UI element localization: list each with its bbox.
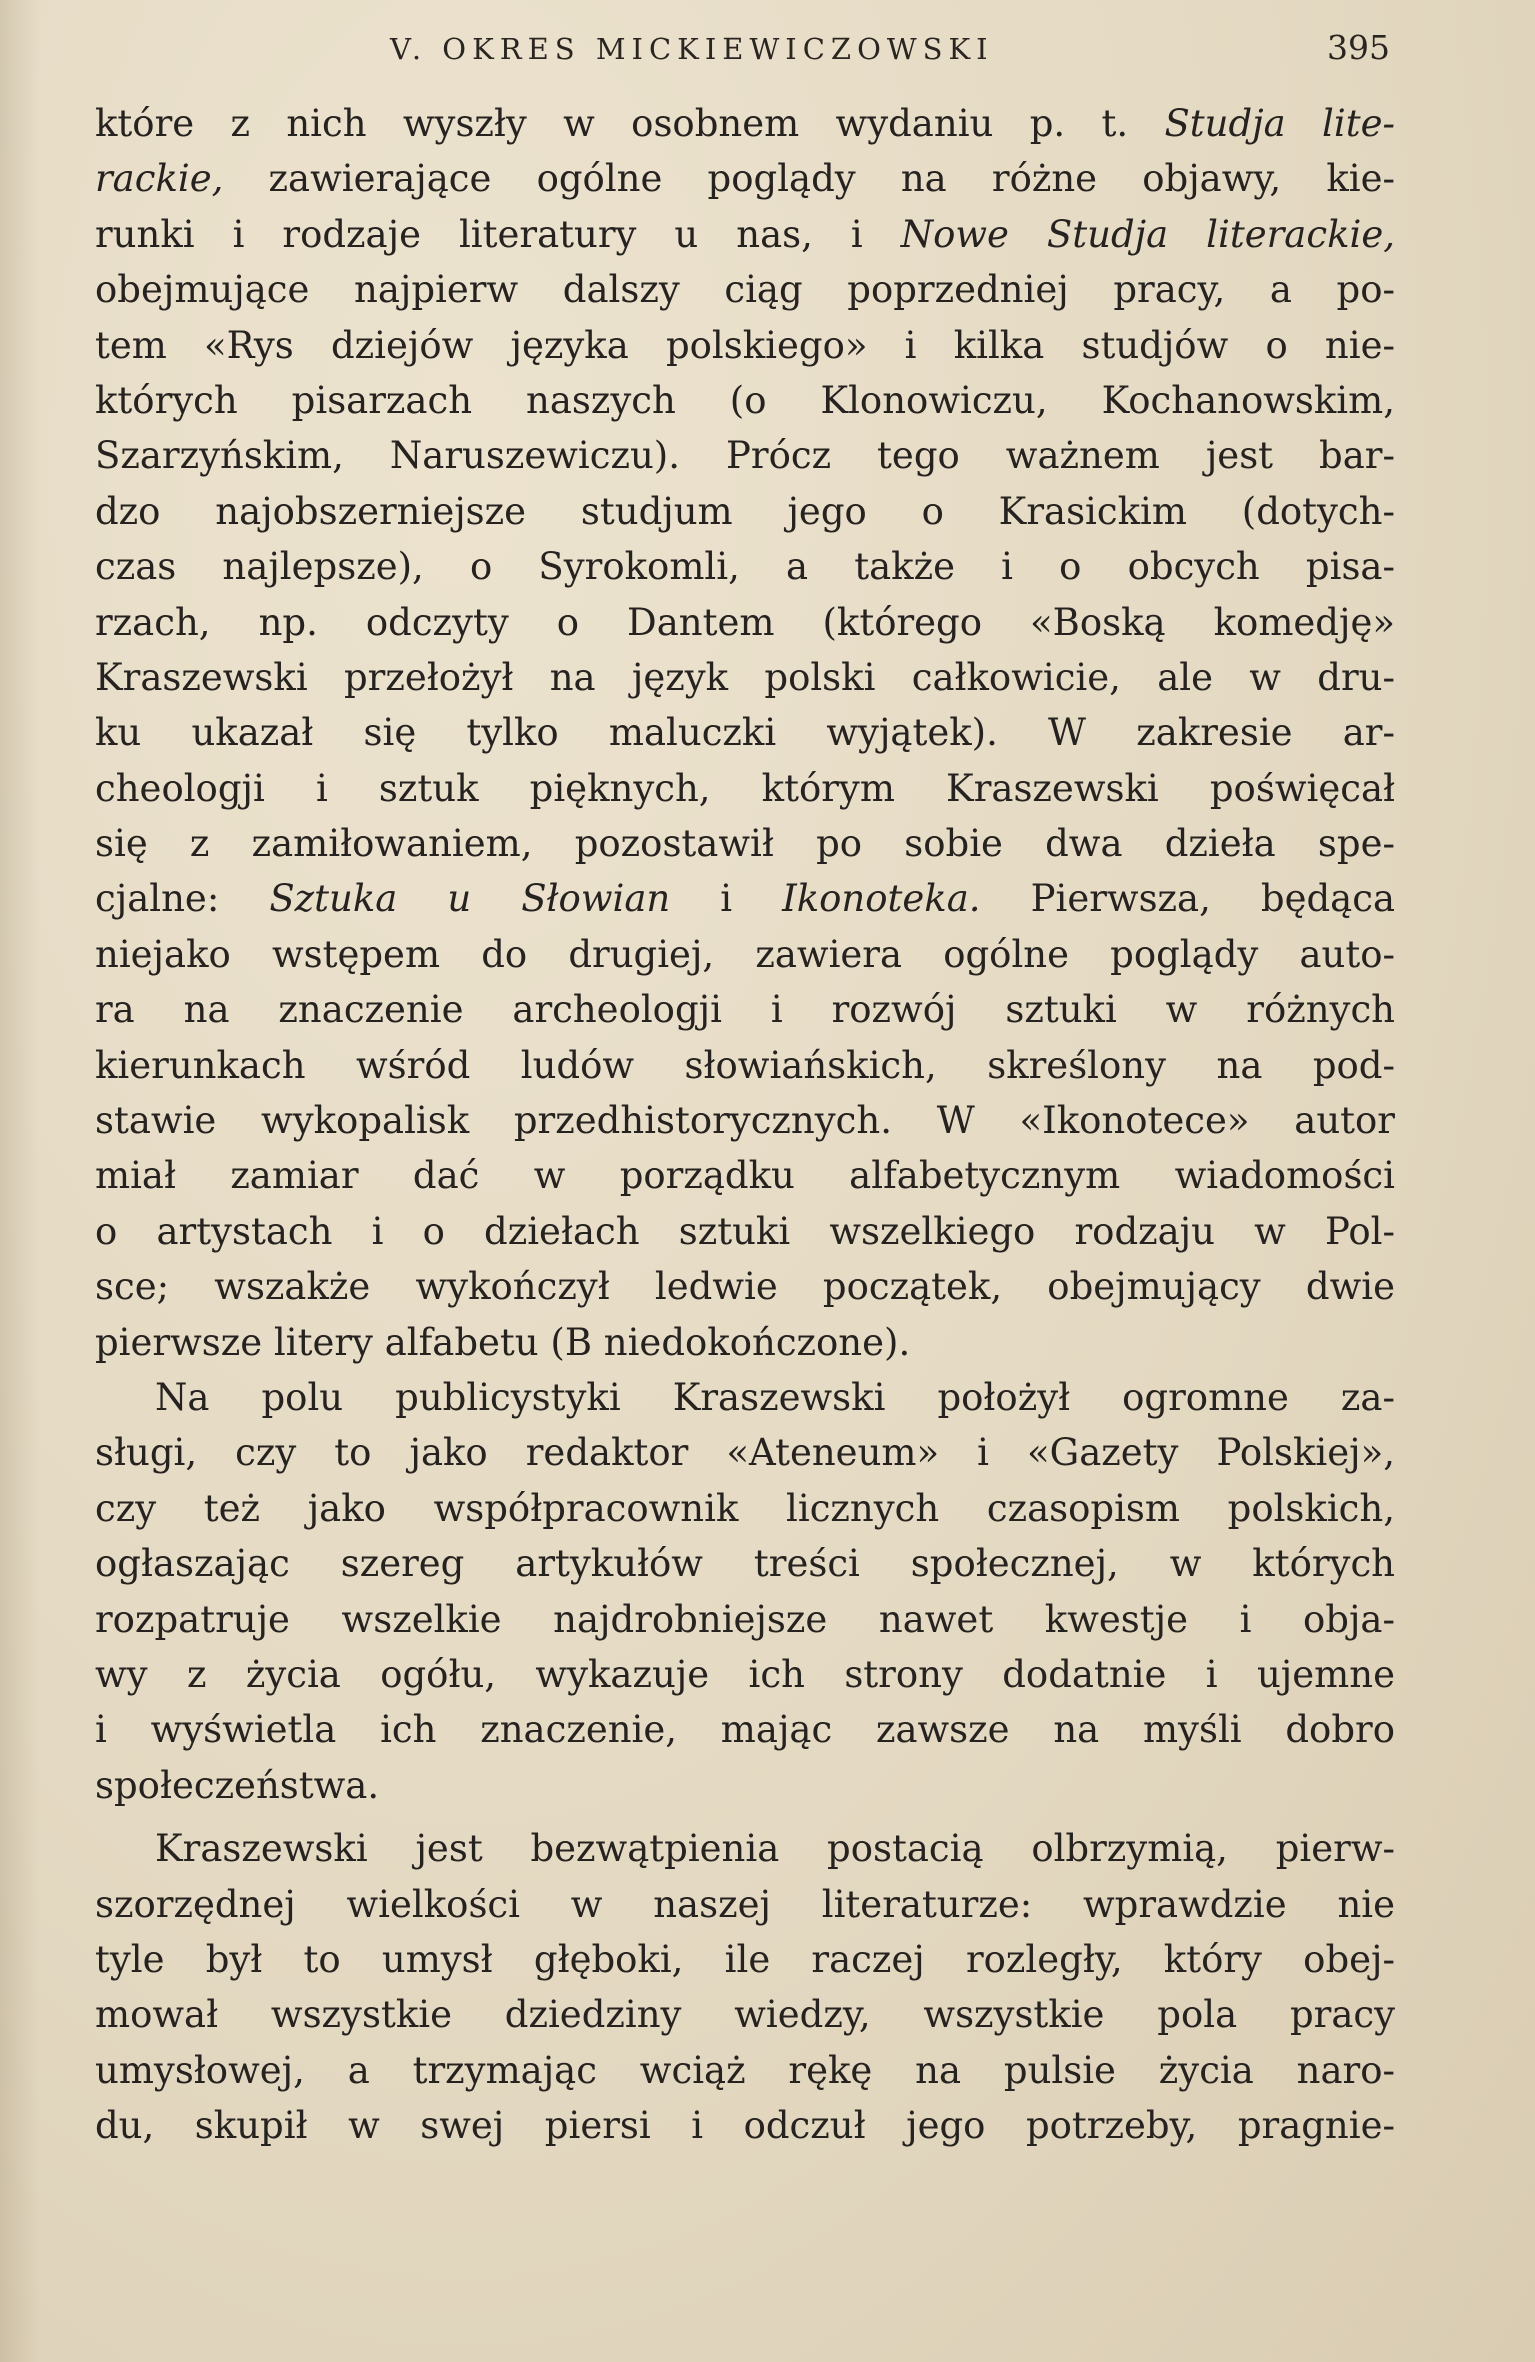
text-run: o artystach i o dziełach sztuki wszelkiego rodzaju w Pol- [95,1209,1395,1253]
text-run: Kraszewski przełożył na język polski całkowicie, ale w dru- [95,655,1395,699]
text-line [95,2043,1395,2098]
text-run: i wyświetla ich znaczenie, mając zawsze na myśli dobro [95,1708,1395,1752]
text-run: rozpatruje wszelkie najdrobniejsze nawet kwestje i obja- [95,1597,1395,1641]
text-line [95,1877,1395,1932]
text-line [95,318,1395,373]
text-run: cjalne: [95,877,270,921]
text-line [95,1702,1395,1757]
text-line [95,871,1395,926]
text-line [95,982,1395,1037]
text-line [95,96,1395,151]
text-line [95,1148,1395,1203]
text-line [95,262,1395,317]
text-line [95,484,1395,539]
text-line [95,816,1395,871]
text-run: cheologji i sztuk pięknych, którym Kraszewski poświęcał [95,766,1395,810]
body-text [95,96,1395,2153]
text-line [95,1647,1395,1702]
page-edge-shadow [0,0,40,2362]
text-run: które z nich wyszły w osobnem wydaniu p. t. [95,102,1165,145]
text-run: miał zamiar dać w porządku alfabetycznym wiadomości [95,1154,1395,1198]
text-line [95,927,1395,982]
text-line [95,1038,1395,1093]
text-run: umysłowej, a trzymając wciąż rękę na pulsie życia naro- [95,2048,1395,2092]
text-run: czy też jako współpracownik licznych czasopism polskich, [95,1486,1395,1530]
text-line [95,705,1395,760]
text-line [95,1536,1395,1591]
text-run: i [670,877,783,921]
text-run: Pierwsza, będąca [980,877,1395,921]
text-line [95,1932,1395,1987]
paragraph-gap [95,1813,1395,1821]
text-line [95,207,1395,262]
text-line [95,1481,1395,1536]
text-line [95,151,1395,206]
italic-title: Studja lite- [1164,102,1395,145]
text-run: szorzędnej wielkości w naszej literaturze: wprawdzie nie [95,1882,1395,1926]
text-run: rzach, np. odczyty o Dantem (którego «Boską komedję» [95,600,1395,644]
text-line [95,1370,1395,1425]
text-line [95,1758,1395,1813]
text-run: zawierające ogólne poglądy na różne objawy, kie- [223,157,1395,201]
text-run: ra na znaczenie archeologji i rozwój sztuki w różnych [95,988,1395,1032]
text-line [95,2098,1395,2153]
text-run: sługi, czy to jako redaktor «Ateneum» i «Gazety Polskiej», [95,1431,1395,1475]
text-run: stawie wykopalisk przedhistorycznych. W «Ikonotece» autor [95,1099,1395,1143]
text-run: sce; wszakże wykończył ledwie początek, obejmujący dwie [95,1265,1395,1309]
text-run: runki i rodzaje literatury u nas, i [95,212,901,256]
italic-title: Nowe Studja literackie, [900,212,1395,256]
text-run: Na polu publicystyki Kraszewski położył ogromne za- [155,1375,1395,1419]
text-run: wy z życia ogółu, wykazuje ich strony dodatnie i ujemne [95,1652,1395,1696]
text-run: mował wszystkie dziedziny wiedzy, wszystkie pola pracy [95,1993,1395,2037]
text-run: tyle był to umysł głęboki, ile raczej rozległy, który obej- [95,1937,1395,1981]
text-run: czas najlepsze), o Syrokomli, a także i o obcych pisa- [95,545,1395,589]
text-run: się z zamiłowaniem, pozostawił po sobie dwa dzieła spe- [95,822,1395,866]
text-line [95,373,1395,428]
running-head: V. OKRES MICKIEWICZOWSKI [390,32,994,66]
page-header [60,24,1390,84]
text-run: obejmujące najpierw dalszy ciąg poprzedniej pracy, a po- [95,268,1395,312]
page-number: 395 [1327,28,1390,67]
text-line [95,1987,1395,2042]
text-line [95,650,1395,705]
text-run: Szarzyńskim, Naruszewiczu). Prócz tego ważnem jest bar- [95,434,1395,478]
text-line [95,1592,1395,1647]
text-run: du, skupił w swej piersi i odczuł jego potrzeby, pragnie- [95,2104,1395,2148]
text-line [95,1821,1395,1876]
text-run: tem «Rys dziejów języka polskiego» i kilka studjów o nie- [95,323,1395,367]
text-run: ogłaszając szereg artykułów treści społecznej, w których [95,1542,1395,1586]
text-line [95,1093,1395,1148]
text-run: kierunkach wśród ludów słowiańskich, skreślony na pod- [95,1043,1395,1087]
text-run: Kraszewski jest bezwątpienia postacią olbrzymią, pierw- [155,1827,1395,1871]
text-line [95,428,1395,483]
text-run: niejako wstępem do drugiej, zawiera ogólne poglądy auto- [95,932,1395,976]
text-line [95,1315,1395,1370]
text-line [95,761,1395,816]
text-line [95,539,1395,594]
italic-title: rackie, [95,157,224,201]
text-run: dzo najobszerniejsze studjum jego o Krasickim (dotych- [95,489,1395,533]
italic-title: Sztuka u Słowian [269,877,671,921]
text-run: pierwsze litery alfabetu (B niedokończone). [95,1320,911,1364]
text-run: których pisarzach naszych (o Klonowiczu, Kochanowskim, [95,378,1395,422]
text-line [95,1425,1395,1480]
text-run: ku ukazał się tylko maluczki wyjątek). W zakresie ar- [95,711,1395,755]
text-line [95,1259,1395,1314]
text-line [95,1204,1395,1259]
text-run: społeczeństwa. [95,1763,380,1807]
italic-title: Ikonoteka. [782,877,981,921]
text-line [95,595,1395,650]
